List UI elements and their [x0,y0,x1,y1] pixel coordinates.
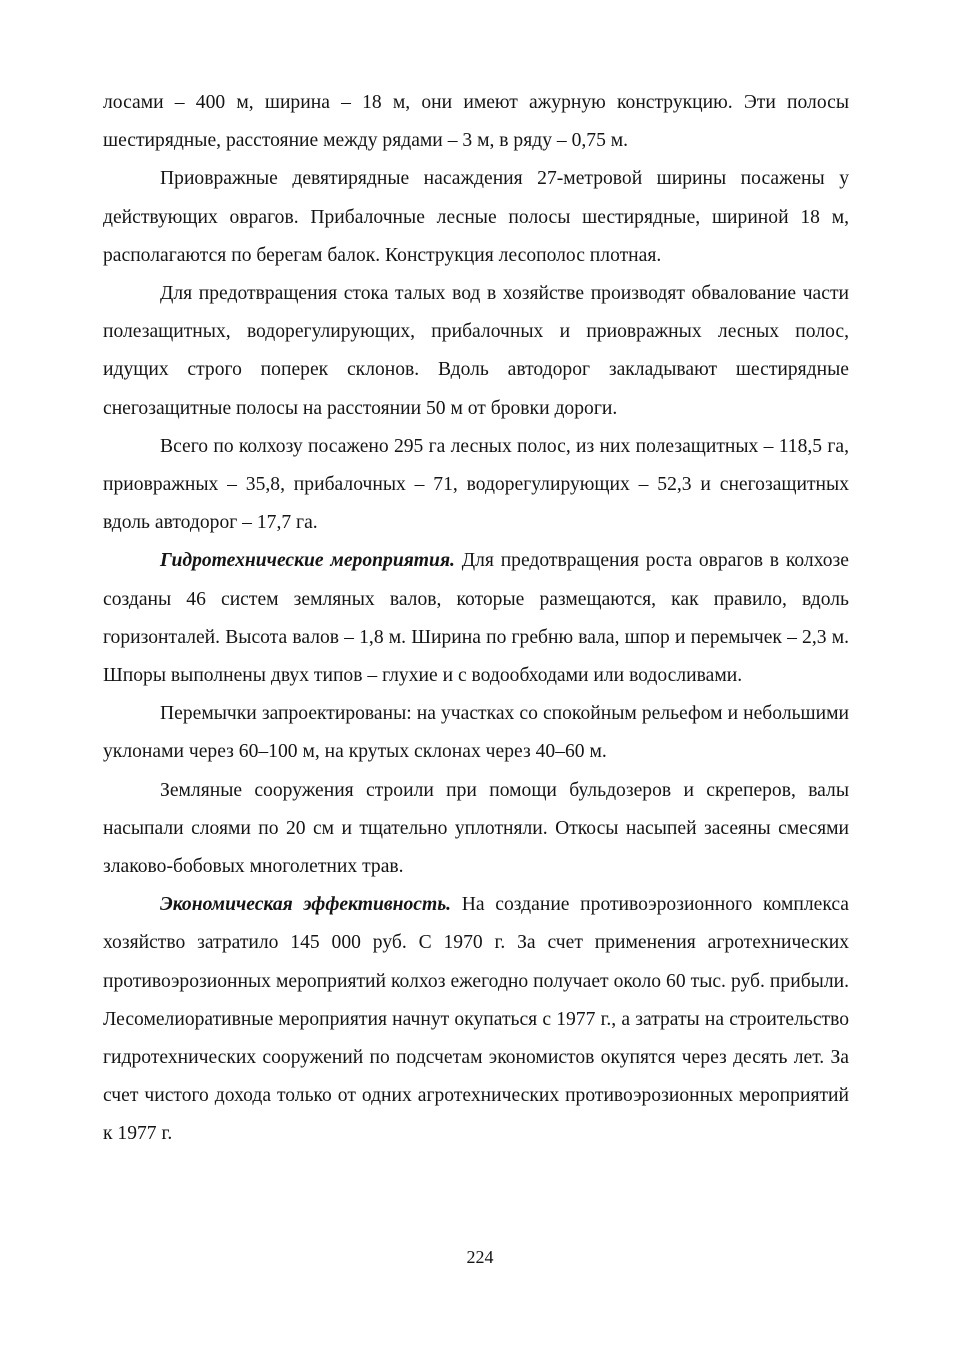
paragraph-6-text: Перемычки запроектированы: на участках со спокойным рельефом и небольшими уклонами через 60–100 м, на крутых склонах через 40–60 м. [103,703,849,763]
paragraph-5 [103,542,849,695]
paragraph-2-text: Приовражные девятирядные насаждения 27-метровой ширины посажены у действующих оврагов. Прибалочные лесные полосы шестирядные, шириной 18 м, располагаются по берегам балок. Конструкция лесополос плотная. [103,168,849,266]
paragraph-4 [103,428,849,543]
page-body [103,84,849,1154]
paragraph-3-text: Для предотвращения стока талых вод в хозяйстве производят обвалование части полезащитных, водорегулирующих, прибалочных и приовражных лесных полос, идущих строго поперек склонов. Вдоль автодорог закладывают шестирядные снегозащитные полосы на расстоянии 50 м от бровки дороги. [103,283,849,419]
paragraph-3 [103,275,849,428]
paragraph-8 [103,886,849,1153]
paragraph-7-text: Земляные сооружения строили при помощи бульдозеров и скреперов, валы насыпали слоями по 20 см и тщательно уплотняли. Откосы насыпей засеяны смесями злаково-бобовых многолетних трав. [103,779,849,878]
section-heading-hydrotechnical: Гидротехнические мероприятия. [160,550,455,572]
paragraph-4-text: Всего по колхозу посажено 295 га лесных полос, из них полезащитных – 118,5 га, приовражных – 35,8, прибалочных – 71, водорегулирующих – 52,3 и снегозащитных вдоль автодорог – 17,7 га. [103,435,849,534]
paragraph-2 [103,160,849,275]
page-number: 224 [466,1247,494,1267]
paragraph-8-text: На создание противоэрозионного комплекса хозяйство затратило 145 000 руб. С 1970 г. За счет применения агротехнических противоэрозионных мероприятий колхоз ежегодно получает около 60 тыс. руб. прибыли. Лесомелиоративные мероприятия начнут окупаться с 1977 г., а затраты на строительство гидротехнических сооружений по подсчетам экономистов окупятся через десять лет. За счет чистого дохода только от одних агротехнических противоэрозионных мероприятий к 1977 г. [103,894,849,1145]
section-heading-economic: Экономическая эффективность. [160,894,452,916]
paragraph-5-text: Для предотвращения роста оврагов в колхозе созданы 46 систем земляных валов, которые размещаются, как правило, вдоль горизонталей. Высота валов – 1,8 м. Ширина по гребню вала, шпор и перемычек – 2,3 м. Шпоры выполнены двух типов – глухие и с водообходами или водосливами. [103,550,849,687]
paragraph-6 [103,695,849,771]
paragraph-1 [103,84,849,160]
paragraph-7 [103,772,849,887]
paragraph-1-text: лосами – 400 м, ширина – 18 м, они имеют ажурную конструкцию. Эти полосы шестирядные, расстояние между рядами – 3 м, в ряду – 0,75 м. [103,92,849,152]
